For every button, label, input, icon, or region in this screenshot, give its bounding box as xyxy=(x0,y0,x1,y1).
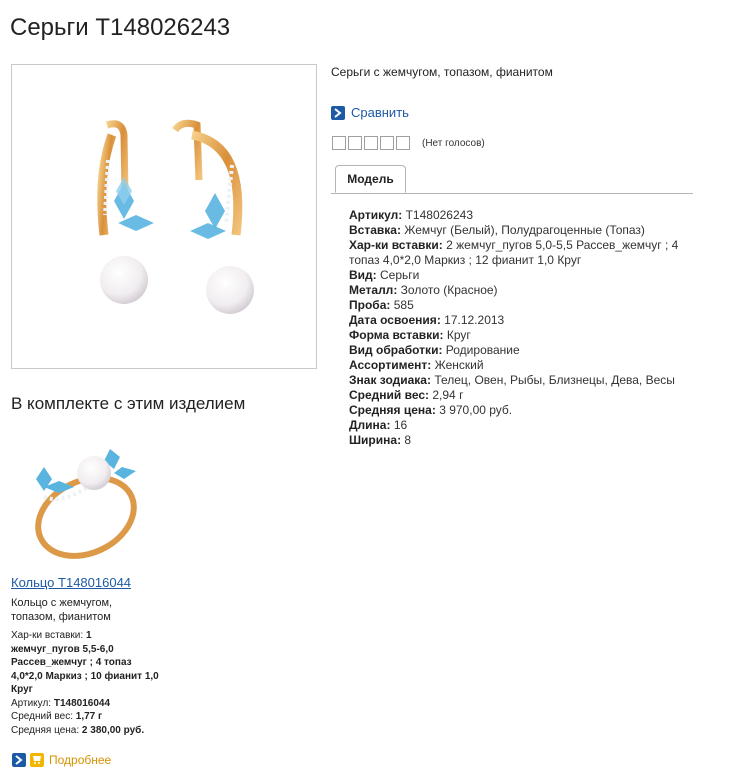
rating-star-icon[interactable] xyxy=(396,136,410,150)
spec-row: Ассортимент: Женский xyxy=(349,358,484,372)
spec-row: Дата освоения: 17.12.2013 xyxy=(349,313,505,327)
rating-star-icon[interactable] xyxy=(364,136,378,150)
spec-row: Артикул: T148026243 xyxy=(349,208,473,222)
ring-link[interactable]: Кольцо T148016044 xyxy=(11,575,132,590)
spec-row: Вид: Серьги xyxy=(349,268,420,282)
spec-row: Хар-ки вставки: 2 жемчуг_пугов 5,0-5,5 Рассев_жемчуг ; 4 топаз 4,0*2,0 Маркиз ; 12 фианит 1,0 Круг xyxy=(349,238,679,267)
rating-star-icon[interactable] xyxy=(348,136,362,150)
earrings-photo xyxy=(12,65,316,368)
ring-insert-row: Хар-ки вставки: 1 жемчуг_пугов 5,5-6,0 Рассев_жемчуг ; 4 топаз 4,0*2,0 Маркиз ; 10 фианит 1,0 Круг xyxy=(11,630,159,695)
ring-weight-row: Средний вес: 1,77 г xyxy=(11,711,103,722)
rating-star-icon[interactable] xyxy=(380,136,394,150)
spec-row: Знак зодиака: Телец, Овен, Рыбы, Близнецы, Дева, Весы xyxy=(349,373,675,387)
ring-image[interactable] xyxy=(14,437,144,567)
rating-widget[interactable] xyxy=(332,136,485,150)
product-image[interactable] xyxy=(11,64,317,369)
compare-label: Сравнить xyxy=(351,105,409,120)
set-heading: В комплекте с этим изделием xyxy=(11,394,246,413)
spec-row: Вставка: Жемчуг (Белый), Полудрагоценные (Топаз) xyxy=(349,223,645,237)
spec-row: Металл: Золото (Красное) xyxy=(349,283,498,297)
page-title: Серьги T148026243 xyxy=(10,14,231,41)
ring-price-row: Средняя цена: 2 380,00 руб. xyxy=(11,724,145,736)
ring-actions xyxy=(12,753,111,767)
tab-bar-line xyxy=(331,193,693,194)
spec-row: Вид обработки: Родирование xyxy=(349,343,520,357)
rating-votes: (Нет голосов) xyxy=(422,137,485,149)
ring-specs xyxy=(11,629,161,737)
spec-row: Средний вес: 2,94 г xyxy=(349,388,464,402)
ring-description: Кольцо с жемчугом, топазом, фианитом xyxy=(11,597,113,623)
chevron-right-icon xyxy=(331,106,345,120)
spec-row: Средняя цена: 3 970,00 руб. xyxy=(349,403,513,417)
specs-list xyxy=(349,208,689,448)
ring-article-row: Артикул: T148016044 xyxy=(11,697,111,709)
tab-model[interactable]: Модель xyxy=(335,165,406,193)
cart-icon[interactable] xyxy=(30,753,44,767)
compare-button[interactable] xyxy=(331,105,409,120)
more-link[interactable]: Подробнее xyxy=(49,753,112,767)
ring-photo xyxy=(14,437,144,567)
spec-row: Длина: 16 xyxy=(349,418,408,432)
product-description: Серьги с жемчугом, топазом, фианитом xyxy=(331,65,553,79)
chevron-right-icon[interactable] xyxy=(12,753,26,767)
spec-row: Проба: 585 xyxy=(349,298,414,312)
rating-star-icon[interactable] xyxy=(332,136,346,150)
spec-row: Форма вставки: Круг xyxy=(349,328,471,342)
spec-row: Ширина: 8 xyxy=(349,433,412,447)
